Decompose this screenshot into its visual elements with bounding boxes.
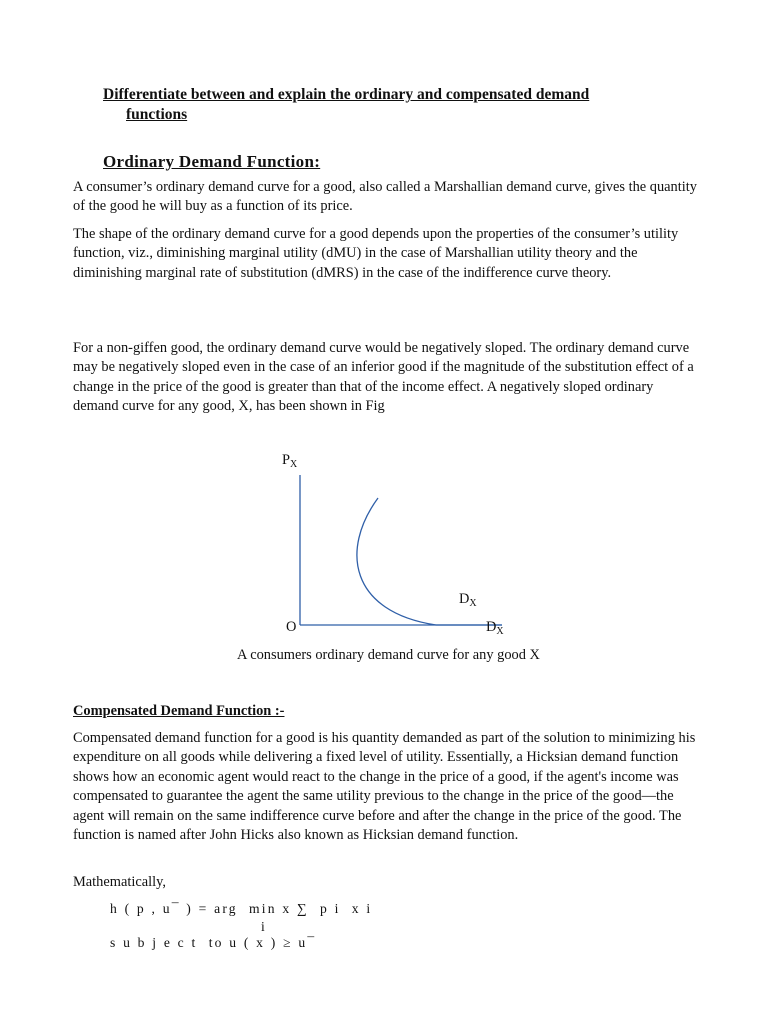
math-objective: h ( p , u¯ ) = arg min x ∑ p i x i bbox=[110, 901, 373, 916]
demand-curve bbox=[357, 498, 502, 625]
ordinary-paragraph-2: The shape of the ordinary demand curve for a good depends upon the properties of the consumer’s utility function, viz., diminishing marginal utility (dMU) in the case of Marshallian utility theory and the diminishing marginal rate of substitution (dMRS) in the case of the indifference curve theory. bbox=[73, 226, 679, 281]
curve-label-lower: $D_X$ bbox=[486, 619, 504, 637]
ordinary-paragraph-1: A consumer’s ordinary demand curve for a good, also called a Marshallian demand curve, gives the quantity of the good he will buy as a function of its price. bbox=[73, 179, 697, 215]
ordinary-paragraph-3: For a non-giffen good, the ordinary demand curve would be negatively sloped. The ordinary demand curve may be negatively sloped even in the case of an inferior good if the magnitude of the substitution effect of a change in the price of the good is greater than that of the income effect. A negatively sloped ordinary demand curve for any good, X, has been shown in Fig bbox=[73, 340, 694, 415]
math-constraint: s u b j e c t to u ( x ) ≥ u¯ bbox=[110, 935, 317, 950]
compensated-paragraph-1: Compensated demand function for a good is his quantity demanded as part of the solution to minimizing his expenditure on all goods while delivering a fixed level of utility. Essentially, a Hicksian demand function shows how an economic agent would react to the change in the price of a good, if the agent's income was compensated to guarantee the agent the same utility previous to the change in the price of the good—the agent will remain on the same indifference curve before and after the change in the price of the good. The function is named after John Hicks also known as Hicksian demand function. bbox=[73, 730, 696, 844]
ordinary-heading: Ordinary Demand Function: bbox=[103, 152, 321, 171]
compensated-paragraph-2: Mathematically, bbox=[73, 874, 166, 890]
math-sum-index: i bbox=[261, 919, 267, 934]
document-title-line-2: functions bbox=[126, 106, 188, 123]
y-axis-label: $P_X$ bbox=[282, 452, 298, 470]
ordinary-demand-figure bbox=[0, 440, 768, 670]
origin-label: O bbox=[286, 619, 297, 635]
figure-caption: A consumers ordinary demand curve for any good X bbox=[237, 647, 540, 663]
compensated-heading: Compensated Demand Function :- bbox=[73, 703, 285, 719]
document-title-line-1: Differentiate between and explain the ordinary and compensated demand bbox=[103, 86, 590, 103]
curve-label-upper: $D_X$ bbox=[459, 591, 477, 609]
